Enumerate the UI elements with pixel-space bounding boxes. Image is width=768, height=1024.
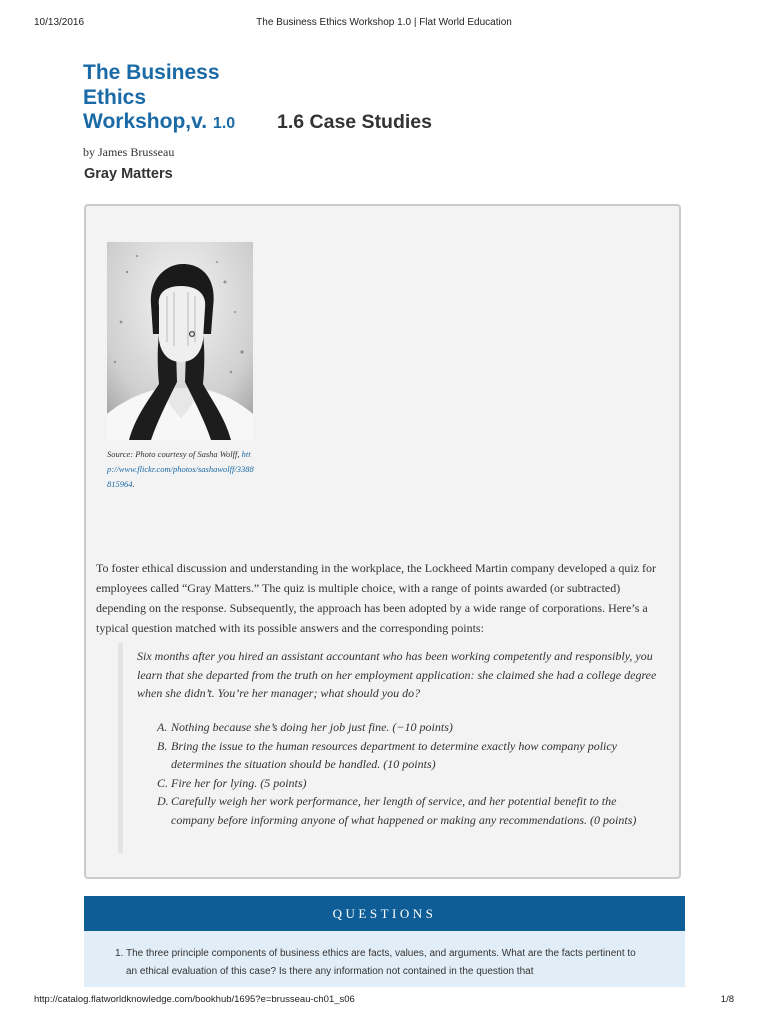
question-text: The three principle components of business ethics are facts, values, and arguments. What are the facts pertinent to an ethical evaluation of this case? Is there any information not contained in the question that bbox=[126, 948, 636, 977]
book-title-line-3: Workshop,v. bbox=[83, 110, 208, 133]
print-doc-title: The Business Ethics Workshop 1.0 | Flat World Education bbox=[256, 17, 512, 28]
caption-period: . bbox=[132, 479, 135, 489]
questions-heading: QUESTIONS bbox=[84, 896, 685, 931]
print-date: 10/13/2016 bbox=[34, 17, 85, 28]
answer-options bbox=[157, 718, 657, 829]
answer-option-c: C. Fire her for lying. (5 points) bbox=[157, 775, 307, 790]
section-title: 1.6 Case Studies bbox=[277, 111, 432, 133]
photo-illustration bbox=[107, 242, 253, 440]
answer-option-a: A. Nothing because she’s doing her job just fine. (−10 points) bbox=[157, 720, 453, 734]
book-title[interactable] bbox=[83, 61, 258, 137]
photo-caption bbox=[107, 447, 257, 492]
question-number: 1. bbox=[115, 948, 124, 959]
author-byline: by James Brusseau bbox=[83, 145, 175, 159]
woman-covering-face-photo bbox=[107, 242, 253, 440]
quiz-question: Six months after you hired an assistant accountant who has been working competently and responsibly, you learn that she departed from the truth on her employment application: she claimed she had a college degree when she didn’t. You’re her manager; what should you do? bbox=[137, 649, 657, 700]
caption-source: Source: Photo courtesy of Sasha Wolff, bbox=[107, 449, 242, 459]
case-subtitle: Gray Matters bbox=[84, 166, 173, 182]
answer-option-d: D. Carefully weigh her work performance, her length of service, and her potential benefit to the company before informing anyone of what happened or making any recommendations. (0 points) bbox=[157, 794, 637, 827]
book-version: 1.0 bbox=[212, 115, 236, 132]
answer-option-b: B. Bring the issue to the human resources department to determine exactly how company policy determines the situation should be handled. (10 points) bbox=[157, 738, 618, 771]
caption-flickr-link[interactable]: http://www.flickr.com/photos/sashawolff/3388815964 bbox=[107, 449, 254, 489]
questions-panel bbox=[84, 931, 685, 987]
print-page-number: 1/8 bbox=[720, 994, 734, 1005]
question-item bbox=[115, 945, 646, 981]
case-study-box bbox=[84, 204, 681, 879]
book-title-line-1: The Business bbox=[83, 61, 220, 84]
print-url: http://catalog.flatworldknowledge.com/bookhub/1695?e=brusseau-ch01_s06 bbox=[34, 994, 355, 1005]
book-title-line-2: Ethics bbox=[83, 85, 147, 109]
case-blockquote bbox=[118, 643, 663, 853]
intro-paragraph: To foster ethical discussion and understanding in the workplace, the Lockheed Martin company developed a quiz for employees called “Gray Matters.” The quiz is multiple choice, with a range of points awarded (or subtracted) depending on the response. Subsequently, the approach has been adopted by a wide range of corporations. Here’s a typical question matched with its possible answers and the corresponding points: bbox=[96, 561, 656, 635]
